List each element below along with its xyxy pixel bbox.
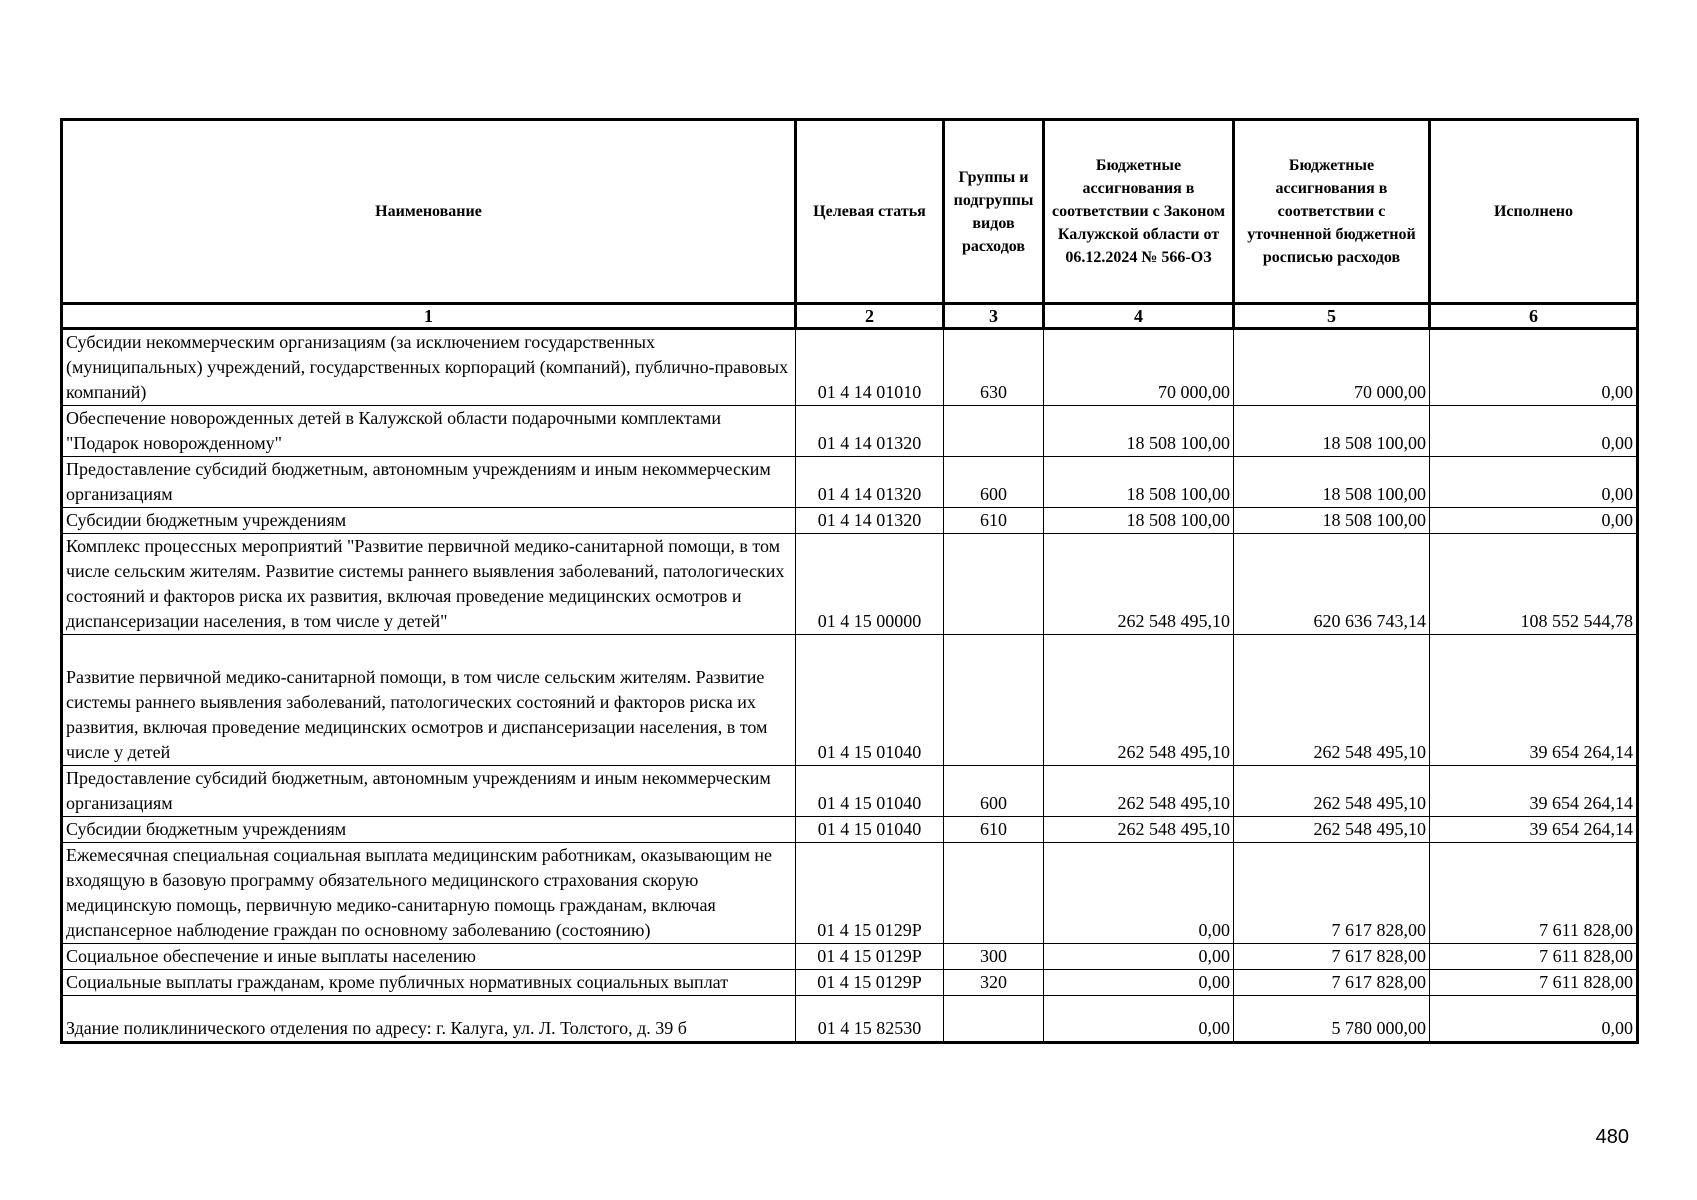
row-law-allocation: 18 508 100,00 <box>1044 406 1234 457</box>
row-expense-group: 320 <box>944 970 1044 996</box>
header-name: Наименование <box>62 120 796 304</box>
column-number-3: 3 <box>944 304 1044 329</box>
row-name: Предоставление субсидий бюджетным, автономным учреждениям и иным некоммерческим организациям <box>62 457 796 508</box>
row-executed: 7 611 828,00 <box>1430 944 1638 970</box>
row-name: Обеспечение новорожденных детей в Калужской области подарочными комплектами "Подарок новорожденному" <box>62 406 796 457</box>
row-refined-allocation: 620 636 743,14 <box>1234 534 1430 635</box>
row-target-article: 01 4 15 01040 <box>796 817 944 843</box>
table-row <box>62 843 1638 944</box>
row-name: Социальные выплаты гражданам, кроме публичных нормативных социальных выплат <box>62 970 796 996</box>
row-name: Субсидии некоммерческим организациям (за исключением государственных (муниципальных) учреждений, государственных корпораций (компаний), публично-правовых компаний) <box>62 329 796 406</box>
row-refined-allocation: 262 548 495,10 <box>1234 635 1430 766</box>
table-row <box>62 970 1638 996</box>
row-refined-allocation: 7 617 828,00 <box>1234 970 1430 996</box>
row-executed: 0,00 <box>1430 457 1638 508</box>
row-target-article: 01 4 15 0129Р <box>796 944 944 970</box>
column-number-1: 1 <box>62 304 796 329</box>
table-row <box>62 635 1638 766</box>
column-number-5: 5 <box>1234 304 1430 329</box>
row-executed: 39 654 264,14 <box>1430 766 1638 817</box>
row-executed: 0,00 <box>1430 329 1638 406</box>
row-expense-group <box>944 843 1044 944</box>
row-expense-group: 300 <box>944 944 1044 970</box>
table-row <box>62 944 1638 970</box>
table-row <box>62 457 1638 508</box>
row-name: Социальное обеспечение и иные выплаты населению <box>62 944 796 970</box>
row-name: Субсидии бюджетным учреждениям <box>62 508 796 534</box>
row-target-article: 01 4 15 0129Р <box>796 843 944 944</box>
table-row <box>62 534 1638 635</box>
row-name: Предоставление субсидий бюджетным, автономным учреждениям и иным некоммерческим организациям <box>62 766 796 817</box>
row-target-article: 01 4 15 00000 <box>796 534 944 635</box>
row-refined-allocation: 262 548 495,10 <box>1234 817 1430 843</box>
budget-table <box>60 118 1639 1044</box>
row-law-allocation: 0,00 <box>1044 996 1234 1043</box>
row-target-article: 01 4 15 01040 <box>796 766 944 817</box>
row-expense-group <box>944 406 1044 457</box>
row-law-allocation: 18 508 100,00 <box>1044 457 1234 508</box>
row-refined-allocation: 7 617 828,00 <box>1234 843 1430 944</box>
row-target-article: 01 4 15 01040 <box>796 635 944 766</box>
row-expense-group <box>944 635 1044 766</box>
header-executed: Исполнено <box>1430 120 1638 304</box>
row-target-article: 01 4 14 01320 <box>796 508 944 534</box>
row-target-article: 01 4 14 01010 <box>796 329 944 406</box>
row-executed: 0,00 <box>1430 508 1638 534</box>
row-expense-group <box>944 996 1044 1043</box>
row-executed: 39 654 264,14 <box>1430 635 1638 766</box>
row-law-allocation: 262 548 495,10 <box>1044 635 1234 766</box>
row-target-article: 01 4 15 82530 <box>796 996 944 1043</box>
table-row <box>62 817 1638 843</box>
column-number-6: 6 <box>1430 304 1638 329</box>
row-expense-group: 600 <box>944 457 1044 508</box>
row-law-allocation: 262 548 495,10 <box>1044 534 1234 635</box>
row-expense-group: 630 <box>944 329 1044 406</box>
row-name: Ежемесячная специальная социальная выплата медицинским работникам, оказывающим не входящую в базовую программу обязательного медицинского страхования скорую медицинскую помощь, первичную медико-санитарную помощь гражданам, включая диспансерное наблюдение граждан по основному заболеванию (состоянию) <box>62 843 796 944</box>
header-refined-allocations: Бюджетные ассигнования в соответствии с уточненной бюджетной росписью расходов <box>1234 120 1430 304</box>
row-refined-allocation: 5 780 000,00 <box>1234 996 1430 1043</box>
table-row <box>62 329 1638 406</box>
row-name: Субсидии бюджетным учреждениям <box>62 817 796 843</box>
row-refined-allocation: 18 508 100,00 <box>1234 457 1430 508</box>
header-expense-groups: Группы и подгруппы видов расходов <box>944 120 1044 304</box>
row-name: Комплекс процессных мероприятий "Развитие первичной медико-санитарной помощи, в том числе сельским жителям. Развитие системы раннего выявления заболеваний, патологических состояний и факторов риска их развития, включая проведение медицинских осмотров и диспансеризации населения, в том числе у детей" <box>62 534 796 635</box>
header-target-article: Целевая статья <box>796 120 944 304</box>
row-law-allocation: 18 508 100,00 <box>1044 508 1234 534</box>
row-expense-group <box>944 534 1044 635</box>
row-refined-allocation: 18 508 100,00 <box>1234 508 1430 534</box>
row-refined-allocation: 7 617 828,00 <box>1234 944 1430 970</box>
page-number: 480 <box>1595 1126 1629 1148</box>
column-number-2: 2 <box>796 304 944 329</box>
row-law-allocation: 262 548 495,10 <box>1044 817 1234 843</box>
row-refined-allocation: 262 548 495,10 <box>1234 766 1430 817</box>
row-executed: 39 654 264,14 <box>1430 817 1638 843</box>
row-refined-allocation: 70 000,00 <box>1234 329 1430 406</box>
row-law-allocation: 0,00 <box>1044 970 1234 996</box>
table-row <box>62 406 1638 457</box>
table-row <box>62 996 1638 1043</box>
row-executed: 108 552 544,78 <box>1430 534 1638 635</box>
row-law-allocation: 70 000,00 <box>1044 329 1234 406</box>
row-law-allocation: 262 548 495,10 <box>1044 766 1234 817</box>
row-target-article: 01 4 15 0129Р <box>796 970 944 996</box>
row-expense-group: 610 <box>944 508 1044 534</box>
row-law-allocation: 0,00 <box>1044 944 1234 970</box>
row-law-allocation: 0,00 <box>1044 843 1234 944</box>
row-executed: 0,00 <box>1430 406 1638 457</box>
row-name: Развитие первичной медико-санитарной помощи, в том числе сельским жителям. Развитие системы раннего выявления заболеваний, патологических состояний и факторов риска их развития, включая проведение медицинских осмотров и диспансеризации населения, в том числе у детей <box>62 635 796 766</box>
row-expense-group: 610 <box>944 817 1044 843</box>
header-law-allocations: Бюджетные ассигнования в соответствии с Законом Калужской области от 06.12.2024 № 566-ОЗ <box>1044 120 1234 304</box>
row-name: Здание поликлинического отделения по адресу: г. Калуга, ул. Л. Толстого, д. 39 б <box>62 996 796 1043</box>
row-target-article: 01 4 14 01320 <box>796 457 944 508</box>
row-executed: 0,00 <box>1430 996 1638 1043</box>
row-expense-group: 600 <box>944 766 1044 817</box>
row-refined-allocation: 18 508 100,00 <box>1234 406 1430 457</box>
table-row <box>62 508 1638 534</box>
row-executed: 7 611 828,00 <box>1430 970 1638 996</box>
row-executed: 7 611 828,00 <box>1430 843 1638 944</box>
column-number-4: 4 <box>1044 304 1234 329</box>
table-row <box>62 766 1638 817</box>
row-target-article: 01 4 14 01320 <box>796 406 944 457</box>
